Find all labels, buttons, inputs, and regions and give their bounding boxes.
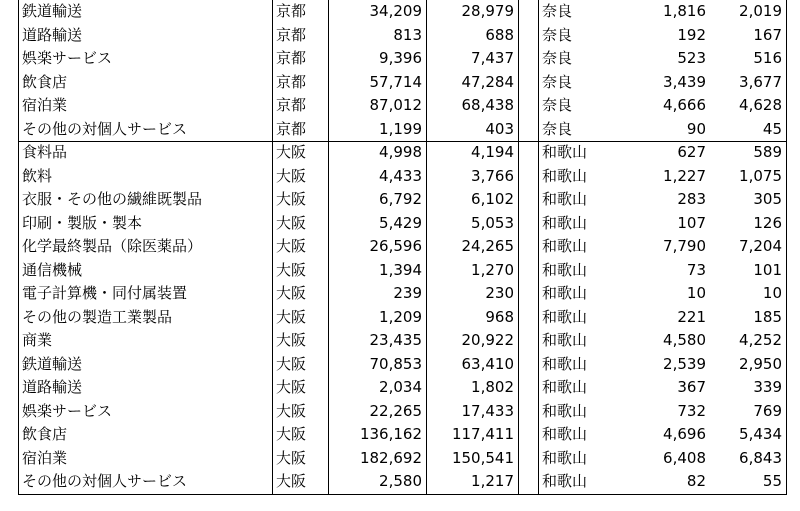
prefecture-b-cell[interactable]: 和歌山	[542, 284, 588, 302]
prefecture-a-cell[interactable]: 京都	[276, 49, 307, 67]
value-b2-cell[interactable]: 7,204	[739, 237, 782, 255]
table-row	[0, 212, 800, 236]
value-a2-cell[interactable]: 1,217	[471, 472, 514, 490]
table-row	[0, 306, 800, 330]
prefecture-b-cell[interactable]: 和歌山	[542, 378, 588, 396]
value-a2-cell[interactable]: 7,437	[471, 49, 514, 67]
prefecture-a-cell[interactable]: 大阪	[276, 448, 307, 467]
category-cell[interactable]: 通信機械	[22, 260, 83, 279]
value-b2-cell[interactable]: 6,843	[739, 448, 782, 467]
prefecture-b-cell[interactable]: 和歌山	[542, 166, 588, 185]
category-cell[interactable]: 鉄道輸送	[22, 354, 83, 373]
category-cell[interactable]: 道路輸送	[22, 378, 83, 396]
category-cell[interactable]: 娯楽サービス	[22, 49, 113, 67]
value-b2-cell[interactable]: 2,950	[739, 354, 782, 373]
value-b1-cell[interactable]: 3,439	[663, 72, 706, 91]
table-row	[0, 71, 800, 95]
table-row	[0, 470, 800, 494]
category-cell[interactable]: 飲食店	[22, 72, 68, 91]
category-cell[interactable]: 印刷・製版・製本	[22, 213, 143, 232]
value-b1-cell[interactable]: 6,408	[663, 448, 706, 467]
prefecture-a-cell[interactable]: 大阪	[276, 307, 307, 326]
table-row	[0, 24, 800, 48]
prefecture-a-cell[interactable]: 大阪	[276, 284, 307, 302]
prefecture-b-cell[interactable]: 奈良	[542, 2, 573, 20]
value-a2-cell[interactable]: 403	[485, 119, 514, 138]
value-b1-cell[interactable]: 523	[677, 49, 706, 67]
prefecture-a-cell[interactable]: 大阪	[276, 143, 307, 161]
prefecture-a-cell[interactable]: 京都	[276, 72, 307, 91]
value-b1-cell[interactable]: 4,580	[663, 331, 706, 349]
value-a1-cell[interactable]: 1,209	[379, 307, 422, 326]
prefecture-b-cell[interactable]: 和歌山	[542, 237, 588, 255]
value-b1-cell[interactable]: 73	[686, 260, 706, 279]
category-cell[interactable]: 食料品	[22, 143, 68, 161]
table-row	[0, 235, 800, 259]
prefecture-b-cell[interactable]: 和歌山	[542, 143, 588, 161]
table-row	[0, 188, 800, 212]
column-divider	[426, 0, 427, 494]
value-a1-cell[interactable]: 239	[393, 284, 422, 302]
table-row	[0, 141, 800, 165]
value-b2-cell[interactable]: 185	[753, 307, 782, 326]
prefecture-a-cell[interactable]: 大阪	[276, 190, 307, 208]
category-cell[interactable]: 飲食店	[22, 425, 68, 443]
value-a1-cell[interactable]: 26,596	[369, 237, 422, 255]
table-row	[0, 47, 800, 71]
prefecture-a-cell[interactable]: 大阪	[276, 331, 307, 349]
value-a1-cell[interactable]: 4,433	[379, 166, 422, 185]
value-b1-cell[interactable]: 221	[677, 307, 706, 326]
prefecture-a-cell[interactable]: 大阪	[276, 378, 307, 396]
prefecture-b-cell[interactable]: 和歌山	[542, 401, 588, 420]
value-a1-cell[interactable]: 23,435	[369, 331, 422, 349]
value-a1-cell[interactable]: 2,034	[379, 378, 422, 396]
table-row	[0, 0, 800, 24]
prefecture-b-cell[interactable]: 和歌山	[542, 331, 588, 349]
value-a2-cell[interactable]: 968	[485, 307, 514, 326]
prefecture-b-cell[interactable]: 和歌山	[542, 472, 588, 490]
value-b2-cell[interactable]: 339	[753, 378, 782, 396]
value-b1-cell[interactable]: 82	[686, 472, 706, 490]
value-a2-cell[interactable]: 63,410	[461, 354, 514, 373]
value-a2-cell[interactable]: 5,053	[471, 213, 514, 232]
value-b2-cell[interactable]: 167	[753, 25, 782, 44]
category-cell[interactable]: その他の対個人サービス	[22, 119, 188, 138]
category-cell[interactable]: 商業	[22, 331, 53, 349]
column-divider	[272, 0, 273, 494]
prefecture-b-cell[interactable]: 和歌山	[542, 425, 588, 443]
value-a2-cell[interactable]: 24,265	[461, 237, 514, 255]
table-row	[0, 447, 800, 471]
column-divider	[538, 0, 539, 494]
value-b2-cell[interactable]: 55	[762, 472, 782, 490]
category-cell[interactable]: 電子計算機・同付属装置	[22, 284, 188, 302]
value-b2-cell[interactable]: 4,252	[739, 331, 782, 349]
table-row	[0, 118, 800, 142]
category-cell[interactable]: 鉄道輸送	[22, 2, 83, 20]
value-a2-cell[interactable]: 230	[485, 284, 514, 302]
prefecture-a-cell[interactable]: 大阪	[276, 237, 307, 255]
value-a2-cell[interactable]: 17,433	[461, 401, 514, 420]
prefecture-b-cell[interactable]: 奈良	[542, 49, 573, 67]
value-b1-cell[interactable]: 1,227	[663, 166, 706, 185]
value-b2-cell[interactable]: 305	[753, 190, 782, 208]
value-b2-cell[interactable]: 769	[753, 401, 782, 420]
column-divider	[786, 0, 787, 494]
value-a2-cell[interactable]: 688	[485, 25, 514, 44]
value-b1-cell[interactable]: 192	[677, 25, 706, 44]
prefecture-a-cell[interactable]: 大阪	[276, 354, 307, 373]
value-b1-cell[interactable]: 627	[677, 143, 706, 161]
value-a1-cell[interactable]: 6,792	[379, 190, 422, 208]
value-a2-cell[interactable]: 1,270	[471, 260, 514, 279]
value-b2-cell[interactable]: 10	[762, 284, 782, 302]
value-b2-cell[interactable]: 126	[753, 213, 782, 232]
column-divider	[18, 0, 19, 494]
value-a1-cell[interactable]: 2,580	[379, 472, 422, 490]
value-b1-cell[interactable]: 4,696	[663, 425, 706, 443]
prefecture-b-cell[interactable]: 和歌山	[542, 190, 588, 208]
category-cell[interactable]: 娯楽サービス	[22, 401, 113, 420]
table-row	[0, 329, 800, 353]
value-b2-cell[interactable]: 2,019	[739, 2, 782, 20]
value-b2-cell[interactable]: 1,075	[739, 166, 782, 185]
prefecture-b-cell[interactable]: 和歌山	[542, 448, 588, 467]
value-b2-cell[interactable]: 516	[753, 49, 782, 67]
value-a1-cell[interactable]: 57,714	[369, 72, 422, 91]
table-row	[0, 259, 800, 283]
value-a2-cell[interactable]: 68,438	[461, 96, 514, 114]
prefecture-a-cell[interactable]: 京都	[276, 25, 307, 44]
value-a2-cell[interactable]: 28,979	[461, 2, 514, 20]
table-row	[0, 353, 800, 377]
value-b2-cell[interactable]: 45	[762, 119, 782, 138]
category-cell[interactable]: 衣服・その他の繊維既製品	[22, 190, 203, 208]
value-a2-cell[interactable]: 117,411	[451, 425, 514, 443]
value-a1-cell[interactable]: 1,394	[379, 260, 422, 279]
value-b2-cell[interactable]: 101	[753, 260, 782, 279]
prefecture-a-cell[interactable]: 大阪	[276, 425, 307, 443]
value-b2-cell[interactable]: 589	[753, 143, 782, 161]
table-row	[0, 165, 800, 189]
value-a2-cell[interactable]: 150,541	[451, 448, 514, 467]
value-a1-cell[interactable]: 9,396	[379, 49, 422, 67]
prefecture-a-cell[interactable]: 大阪	[276, 213, 307, 232]
category-cell[interactable]: 宿泊業	[22, 96, 68, 114]
value-b1-cell[interactable]: 367	[677, 378, 706, 396]
prefecture-a-cell[interactable]: 大阪	[276, 472, 307, 490]
prefecture-b-cell[interactable]: 奈良	[542, 96, 573, 114]
column-divider	[518, 0, 519, 494]
category-cell[interactable]: 飲料	[22, 166, 53, 185]
value-a1-cell[interactable]: 813	[393, 25, 422, 44]
category-cell[interactable]: 化学最終製品（除医薬品）	[22, 237, 203, 255]
prefecture-a-cell[interactable]: 大阪	[276, 401, 307, 420]
category-cell[interactable]: 道路輸送	[22, 25, 83, 44]
value-b1-cell[interactable]: 2,539	[663, 354, 706, 373]
table-row	[0, 423, 800, 447]
category-cell[interactable]: その他の製造工業製品	[22, 307, 173, 326]
value-a2-cell[interactable]: 3,766	[471, 166, 514, 185]
prefecture-a-cell[interactable]: 京都	[276, 96, 307, 114]
value-b1-cell[interactable]: 107	[677, 213, 706, 232]
value-a1-cell[interactable]: 182,692	[359, 448, 422, 467]
value-a1-cell[interactable]: 136,162	[359, 425, 422, 443]
value-a2-cell[interactable]: 20,922	[461, 331, 514, 349]
category-cell[interactable]: その他の対個人サービス	[22, 472, 188, 490]
table-row	[0, 282, 800, 306]
value-b2-cell[interactable]: 5,434	[739, 425, 782, 443]
category-cell[interactable]: 宿泊業	[22, 448, 68, 467]
value-a1-cell[interactable]: 87,012	[369, 96, 422, 114]
prefecture-b-cell[interactable]: 奈良	[542, 72, 573, 91]
prefecture-b-cell[interactable]: 和歌山	[542, 213, 588, 232]
value-b2-cell[interactable]: 4,628	[739, 96, 782, 114]
value-b1-cell[interactable]: 283	[677, 190, 706, 208]
value-b1-cell[interactable]: 1,816	[663, 2, 706, 20]
prefecture-b-cell[interactable]: 奈良	[542, 119, 573, 138]
prefecture-a-cell[interactable]: 京都	[276, 119, 307, 138]
column-divider	[328, 0, 329, 494]
table-row	[0, 94, 800, 118]
prefecture-b-cell[interactable]: 和歌山	[542, 307, 588, 326]
value-a1-cell[interactable]: 34,209	[369, 2, 422, 20]
value-a1-cell[interactable]: 70,853	[369, 354, 422, 373]
prefecture-a-cell[interactable]: 大阪	[276, 260, 307, 279]
table-row	[0, 376, 800, 400]
value-b1-cell[interactable]: 7,790	[663, 237, 706, 255]
value-a1-cell[interactable]: 4,998	[379, 143, 422, 161]
value-a2-cell[interactable]: 47,284	[461, 72, 514, 91]
table-row	[0, 400, 800, 424]
prefecture-a-cell[interactable]: 大阪	[276, 166, 307, 185]
row-divider	[18, 494, 787, 495]
value-b1-cell[interactable]: 4,666	[663, 96, 706, 114]
row-divider	[18, 141, 787, 142]
value-a1-cell[interactable]: 1,199	[379, 119, 422, 138]
value-a2-cell[interactable]: 4,194	[471, 143, 514, 161]
prefecture-b-cell[interactable]: 和歌山	[542, 354, 588, 373]
prefecture-a-cell[interactable]: 京都	[276, 2, 307, 20]
value-a1-cell[interactable]: 5,429	[379, 213, 422, 232]
value-b1-cell[interactable]: 10	[686, 284, 706, 302]
prefecture-b-cell[interactable]: 奈良	[542, 25, 573, 44]
value-b1-cell[interactable]: 732	[677, 401, 706, 420]
value-b1-cell[interactable]: 90	[686, 119, 706, 138]
value-a2-cell[interactable]: 1,802	[471, 378, 514, 396]
value-b2-cell[interactable]: 3,677	[739, 72, 782, 91]
prefecture-b-cell[interactable]: 和歌山	[542, 260, 588, 279]
value-a1-cell[interactable]: 22,265	[369, 401, 422, 420]
value-a2-cell[interactable]: 6,102	[471, 190, 514, 208]
